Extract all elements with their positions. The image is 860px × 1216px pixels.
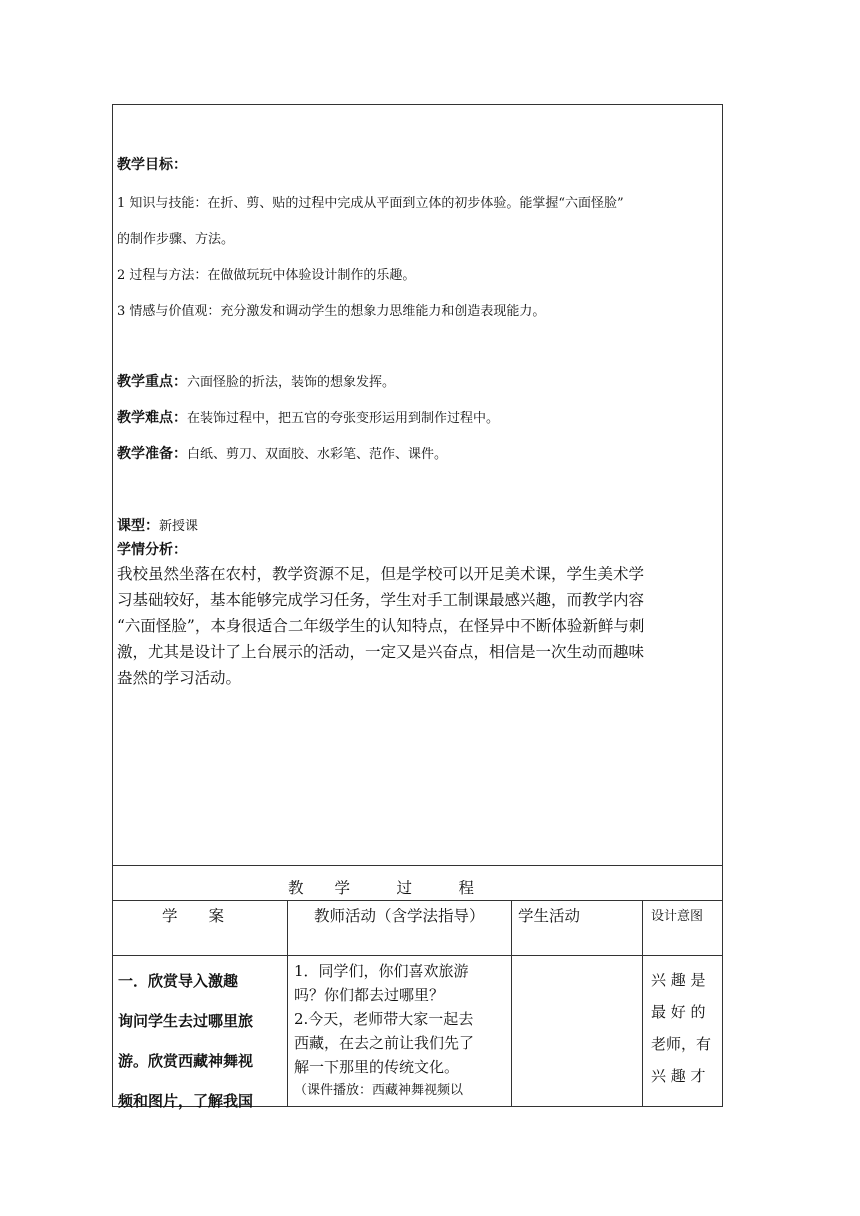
intent-line: 最 好 的 <box>651 1003 706 1021</box>
lesson-type-text: 新授课 <box>159 519 199 534</box>
divider-process-top <box>112 865 723 866</box>
header-student-activity: 学生活动 <box>518 907 581 925</box>
analysis-line: “六面怪脸”，本身很适合二年级学生的认知特点，在怪异中不断体验新鲜与刺 <box>117 617 645 635</box>
header-plan: 学 案 <box>162 907 225 925</box>
objectives-line-2: 2 过程与方法：在做做玩玩中体验设计制作的乐趣。 <box>117 268 416 283</box>
intent-line: 兴 趣 才 <box>651 1067 706 1085</box>
preparation-label: 教学准备： <box>117 446 187 462</box>
analysis-paragraph <box>117 561 717 691</box>
plan-line: 询问学生去过哪里旅 <box>118 1012 254 1030</box>
teacher-line: 2.今天，老师带大家一起去 <box>294 1010 474 1028</box>
row1-design-intent <box>651 964 711 1092</box>
row1-plan <box>118 961 253 1121</box>
column-divider-2 <box>511 900 512 1107</box>
lesson-type-label: 课型： <box>117 518 159 534</box>
intent-line: 老师，有 <box>651 1035 712 1053</box>
analysis-line: 盎然的学习活动。 <box>117 669 242 687</box>
teacher-line: （课件播放：西藏神舞视频以 <box>294 1083 464 1098</box>
objectives-heading: 教学目标： <box>117 157 187 173</box>
header-design-intent: 设计意图 <box>651 909 704 924</box>
difficulties-row <box>117 407 499 427</box>
analysis-heading: 学情分析： <box>117 542 187 558</box>
teacher-line: 1．同学们，你们喜欢旅游 <box>294 962 469 980</box>
plan-line: 频和图片，了解我国 <box>118 1092 254 1110</box>
column-divider-3 <box>642 900 643 1107</box>
key-points-row <box>117 371 395 391</box>
difficulties-text: 在装饰过程中，把五官的夸张变形运用到制作过程中。 <box>187 411 500 426</box>
teacher-line: 西藏，在去之前让我们先了 <box>294 1034 475 1052</box>
preparation-text: 白纸、剪刀、双面胶、水彩笔、范作、课件。 <box>187 447 448 462</box>
column-divider-1 <box>287 900 288 1107</box>
objectives-line-3: 3 情感与价值观：充分激发和调动学生的想象力思维能力和创造表现能力。 <box>117 304 546 319</box>
lesson-type-row <box>117 515 198 535</box>
plan-line: 游。欣赏西藏神舞视 <box>118 1052 254 1070</box>
intent-line: 兴 趣 是 <box>651 971 706 989</box>
divider-process-title <box>112 900 723 901</box>
key-points-text: 六面怪脸的折法，装饰的想象发挥。 <box>187 375 396 390</box>
difficulties-label: 教学难点： <box>117 410 187 426</box>
teacher-line: 吗？你们都去过哪里？ <box>294 986 445 1004</box>
analysis-line: 激，尤其是设计了上台展示的活动，一定又是兴奋点，相信是一次生动而趣味 <box>117 643 645 661</box>
teacher-line: 解一下那里的传统文化。 <box>294 1058 460 1076</box>
plan-line: 一．欣赏导入激趣 <box>118 972 239 990</box>
analysis-line: 习基础较好，基本能够完成学习任务，学生对手工制课最感兴趣，而教学内容 <box>117 591 645 609</box>
process-title: 教 学 过 程 <box>288 879 475 897</box>
analysis-line: 我校虽然坐落在农村，教学资源不足，但是学校可以开足美术课，学生美术学 <box>117 565 645 583</box>
divider-column-headers <box>112 955 723 956</box>
preparation-row <box>117 443 447 463</box>
objectives-line-1: 1 知识与技能：在折、剪、贴的过程中完成从平面到立体的初步体验。能掌握“六面怪脸” <box>117 196 624 211</box>
key-points-label: 教学重点： <box>117 374 187 390</box>
header-teacher-activity: 教师活动（含学法指导） <box>314 907 485 925</box>
row1-teacher-activity <box>294 959 508 1103</box>
objectives-line-1b: 的制作步骤、方法。 <box>117 232 235 247</box>
